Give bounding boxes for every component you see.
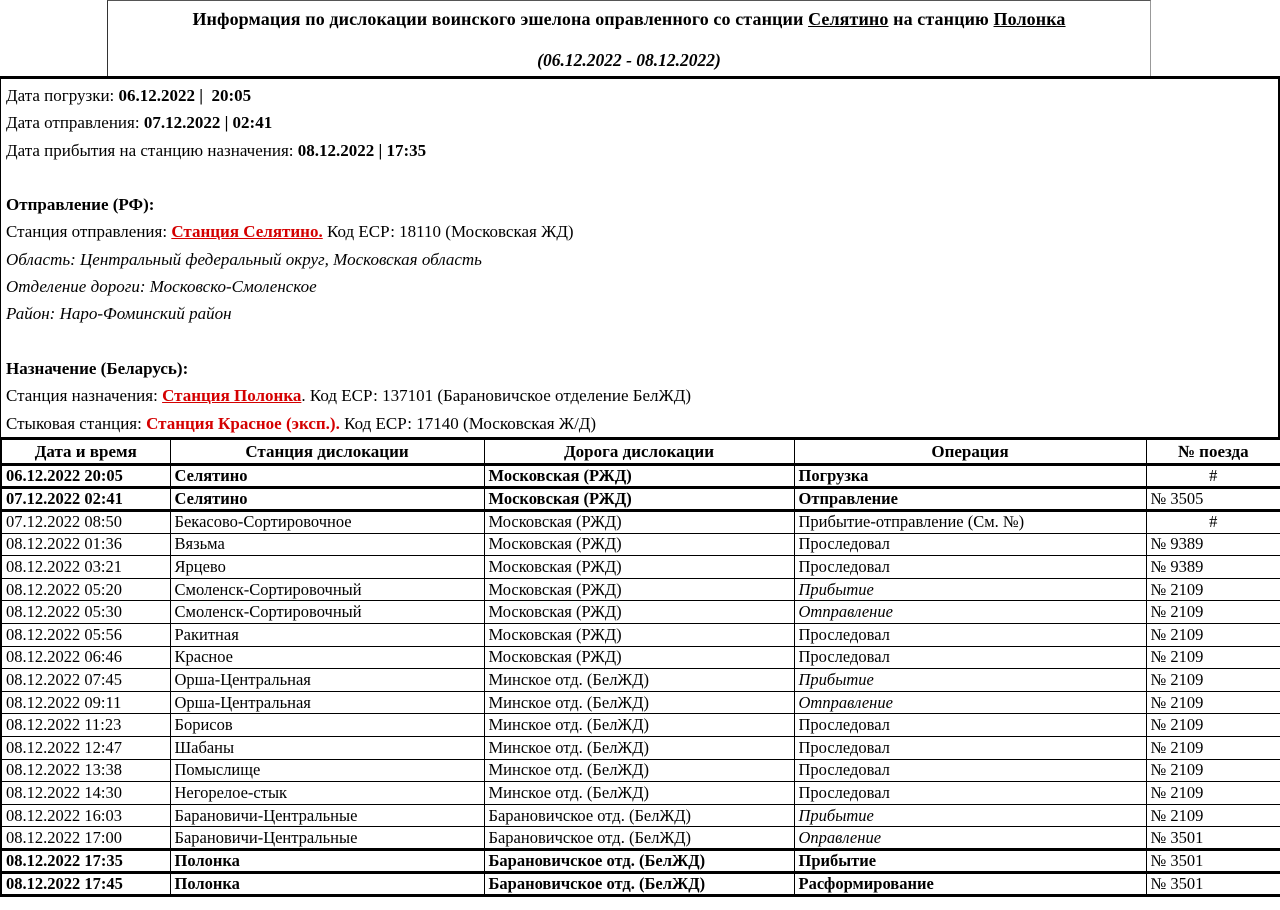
cell-station: Селятино (170, 488, 484, 511)
cell-operation: Проследовал (794, 556, 1146, 579)
cell-road: Барановичское отд. (БелЖД) (484, 827, 794, 850)
cell-road: Московская (РЖД) (484, 646, 794, 669)
cell-datetime: 07.12.2022 08:50 (1, 511, 170, 534)
header-train-number: № поезда (1146, 439, 1280, 465)
cell-train-number: № 2109 (1146, 623, 1280, 646)
cell-road: Московская (РЖД) (484, 511, 794, 534)
cell-station: Красное (170, 646, 484, 669)
cell-operation: Прибытие (794, 804, 1146, 827)
cell-train-number: № 2109 (1146, 804, 1280, 827)
page-title (108, 1, 1150, 30)
table-row (1, 488, 1280, 511)
cell-station: Орша-Центральная (170, 691, 484, 714)
cell-road: Барановичское отд. (БелЖД) (484, 872, 794, 895)
cell-operation: Отправление (794, 488, 1146, 511)
header-road: Дорога дислокации (484, 439, 794, 465)
table-row (1, 578, 1280, 601)
header-datetime: Дата и время (1, 439, 170, 465)
cell-road: Барановичское отд. (БелЖД) (484, 804, 794, 827)
cell-datetime: 08.12.2022 14:30 (1, 782, 170, 805)
title-from-station: Селятино (808, 9, 889, 29)
title-middle: на станцию (888, 9, 994, 29)
cell-train-number: № 2109 (1146, 736, 1280, 759)
cell-train-number: № 3501 (1146, 872, 1280, 895)
cell-road: Минское отд. (БелЖД) (484, 736, 794, 759)
cell-datetime: 08.12.2022 05:30 (1, 601, 170, 624)
table-row (1, 714, 1280, 737)
cell-train-number: № 2109 (1146, 669, 1280, 692)
cell-road: Московская (РЖД) (484, 556, 794, 579)
departure-region-line: Область: Центральный федеральный округ, Московская область (6, 249, 482, 269)
cell-datetime: 08.12.2022 17:00 (1, 827, 170, 850)
cell-datetime: 08.12.2022 17:35 (1, 849, 170, 872)
cell-operation: Проследовал (794, 533, 1146, 556)
cell-datetime: 08.12.2022 06:46 (1, 646, 170, 669)
cell-train-number: № 2109 (1146, 578, 1280, 601)
blank-line (6, 328, 1278, 355)
cell-datetime: 06.12.2022 20:05 (1, 465, 170, 488)
cell-road: Московская (РЖД) (484, 533, 794, 556)
cell-train-number: № 2109 (1146, 691, 1280, 714)
cell-station: Помыслище (170, 759, 484, 782)
junction-station-line (6, 410, 1278, 437)
cell-datetime: 08.12.2022 01:36 (1, 533, 170, 556)
cell-road: Московская (РЖД) (484, 623, 794, 646)
cell-operation: Оправление (794, 827, 1146, 850)
cell-station: Смоленск-Сортировочный (170, 578, 484, 601)
departure-division-line: Отделение дороги: Московско-Смоленское (6, 277, 317, 297)
cell-train-number: № 2109 (1146, 601, 1280, 624)
arrival-date-label: Дата прибытия на станцию назначения: (6, 140, 298, 160)
destination-station-line (6, 382, 1278, 409)
dislocation-table (0, 437, 1280, 897)
cell-train-number: № 2109 (1146, 646, 1280, 669)
date-range-subtitle: (06.12.2022 - 08.12.2022) (537, 50, 721, 70)
cell-road: Минское отд. (БелЖД) (484, 782, 794, 805)
cell-operation: Проследовал (794, 736, 1146, 759)
cell-station: Барановичи-Центральные (170, 804, 484, 827)
cell-station: Барановичи-Центральные (170, 827, 484, 850)
cell-operation: Прибытие (794, 669, 1146, 692)
cell-operation: Расформирование (794, 872, 1146, 895)
cell-road: Московская (РЖД) (484, 578, 794, 601)
cell-train-number: № 9389 (1146, 533, 1280, 556)
table-row (1, 759, 1280, 782)
arrival-date-line (6, 137, 1278, 164)
cell-datetime: 08.12.2022 03:21 (1, 556, 170, 579)
departure-date-label: Дата отправления: (6, 113, 144, 133)
destination-station-name: Станция Полонка (162, 386, 302, 406)
cell-station: Селятино (170, 465, 484, 488)
cell-train-number: № 3501 (1146, 827, 1280, 850)
junction-station-label: Стыковая станция: (6, 413, 147, 433)
cell-operation: Прибытие-отправление (См. №) (794, 511, 1146, 534)
table-row (1, 872, 1280, 895)
table-row (1, 691, 1280, 714)
cell-road: Минское отд. (БелЖД) (484, 759, 794, 782)
destination-station-code: . Код ЕСР: 137101 (Барановичское отделение БелЖД) (301, 386, 692, 406)
table-row (1, 849, 1280, 872)
table-row (1, 736, 1280, 759)
cell-datetime: 08.12.2022 16:03 (1, 804, 170, 827)
cell-datetime: 08.12.2022 07:45 (1, 669, 170, 692)
cell-station: Негорелое-стык (170, 782, 484, 805)
cell-station: Полонка (170, 872, 484, 895)
cell-road: Минское отд. (БелЖД) (484, 714, 794, 737)
header-operation: Операция (794, 439, 1146, 465)
table-row (1, 533, 1280, 556)
cell-train-number: # (1146, 511, 1280, 534)
junction-station-code: Код ЕСР: 17140 (Московская Ж/Д) (339, 413, 597, 433)
departure-date-value: 07.12.2022 | 02:41 (143, 113, 273, 133)
departure-station-label: Станция отправления: (6, 222, 172, 242)
table-row (1, 601, 1280, 624)
cell-operation: Проследовал (794, 623, 1146, 646)
cell-datetime: 07.12.2022 02:41 (1, 488, 170, 511)
cell-train-number: № 9389 (1146, 556, 1280, 579)
table-row (1, 556, 1280, 579)
destination-station-label: Станция назначения: (6, 386, 163, 406)
table-header-row (1, 439, 1280, 465)
cell-datetime: 08.12.2022 13:38 (1, 759, 170, 782)
cell-station: Шабаны (170, 736, 484, 759)
departure-station-name: Станция Селятино. (171, 222, 323, 242)
info-section (0, 79, 1280, 437)
loading-date-label: Дата погрузки: (6, 86, 119, 105)
cell-datetime: 08.12.2022 05:56 (1, 623, 170, 646)
table-row (1, 669, 1280, 692)
cell-station: Орша-Центральная (170, 669, 484, 692)
cell-train-number: № 3505 (1146, 488, 1280, 511)
cell-train-number: № 2109 (1146, 759, 1280, 782)
cell-road: Московская (РЖД) (484, 601, 794, 624)
cell-operation: Проследовал (794, 782, 1146, 805)
table-row (1, 623, 1280, 646)
cell-station: Вязьма (170, 533, 484, 556)
cell-datetime: 08.12.2022 12:47 (1, 736, 170, 759)
table-row (1, 827, 1280, 850)
cell-datetime: 08.12.2022 11:23 (1, 714, 170, 737)
departure-date-line (6, 109, 1278, 136)
table-body (1, 465, 1280, 896)
cell-road: Минское отд. (БелЖД) (484, 691, 794, 714)
cell-operation: Прибытие (794, 578, 1146, 601)
junction-station-name: Станция Красное (эксп.). (146, 413, 340, 433)
cell-train-number: № 2109 (1146, 782, 1280, 805)
cell-datetime: 08.12.2022 05:20 (1, 578, 170, 601)
table-row (1, 804, 1280, 827)
cell-datetime: 08.12.2022 09:11 (1, 691, 170, 714)
arrival-date-value: 08.12.2022 | 17:35 (297, 140, 427, 160)
blank-line (6, 164, 1278, 191)
title-box (107, 0, 1151, 76)
table-row (1, 511, 1280, 534)
loading-date-line (6, 82, 1278, 109)
title-to-station: Полонка (993, 9, 1066, 29)
cell-operation: Отправление (794, 601, 1146, 624)
cell-station: Ракитная (170, 623, 484, 646)
departure-district-line: Район: Наро-Фоминский район (6, 304, 232, 324)
departure-section-heading: Отправление (РФ): (6, 195, 155, 215)
destination-section-heading: Назначение (Беларусь): (6, 358, 189, 378)
table-row (1, 465, 1280, 488)
title-prefix: Информация по дислокации воинского эшелона оправленного со станции (192, 9, 809, 29)
cell-operation: Проследовал (794, 714, 1146, 737)
cell-station: Смоленск-Сортировочный (170, 601, 484, 624)
cell-station: Полонка (170, 849, 484, 872)
loading-date-value: 06.12.2022 | 20:05 (118, 86, 252, 105)
departure-station-code: Код ЕСР: 18110 (Московская ЖД) (322, 222, 574, 242)
cell-train-number: № 3501 (1146, 849, 1280, 872)
cell-operation: Проследовал (794, 759, 1146, 782)
cell-road: Московская (РЖД) (484, 465, 794, 488)
cell-operation: Проследовал (794, 646, 1146, 669)
cell-road: Московская (РЖД) (484, 488, 794, 511)
table-row (1, 646, 1280, 669)
table-row (1, 782, 1280, 805)
cell-station: Борисов (170, 714, 484, 737)
cell-train-number: # (1146, 465, 1280, 488)
cell-station: Бекасово-Сортировочное (170, 511, 484, 534)
cell-datetime: 08.12.2022 17:45 (1, 872, 170, 895)
cell-road: Минское отд. (БелЖД) (484, 669, 794, 692)
cell-operation: Погрузка (794, 465, 1146, 488)
cell-train-number: № 2109 (1146, 714, 1280, 737)
cell-operation: Прибытие (794, 849, 1146, 872)
header-station: Станция дислокации (170, 439, 484, 465)
cell-road: Барановичское отд. (БелЖД) (484, 849, 794, 872)
departure-station-line (6, 218, 1278, 245)
cell-operation: Отправление (794, 691, 1146, 714)
cell-station: Ярцево (170, 556, 484, 579)
